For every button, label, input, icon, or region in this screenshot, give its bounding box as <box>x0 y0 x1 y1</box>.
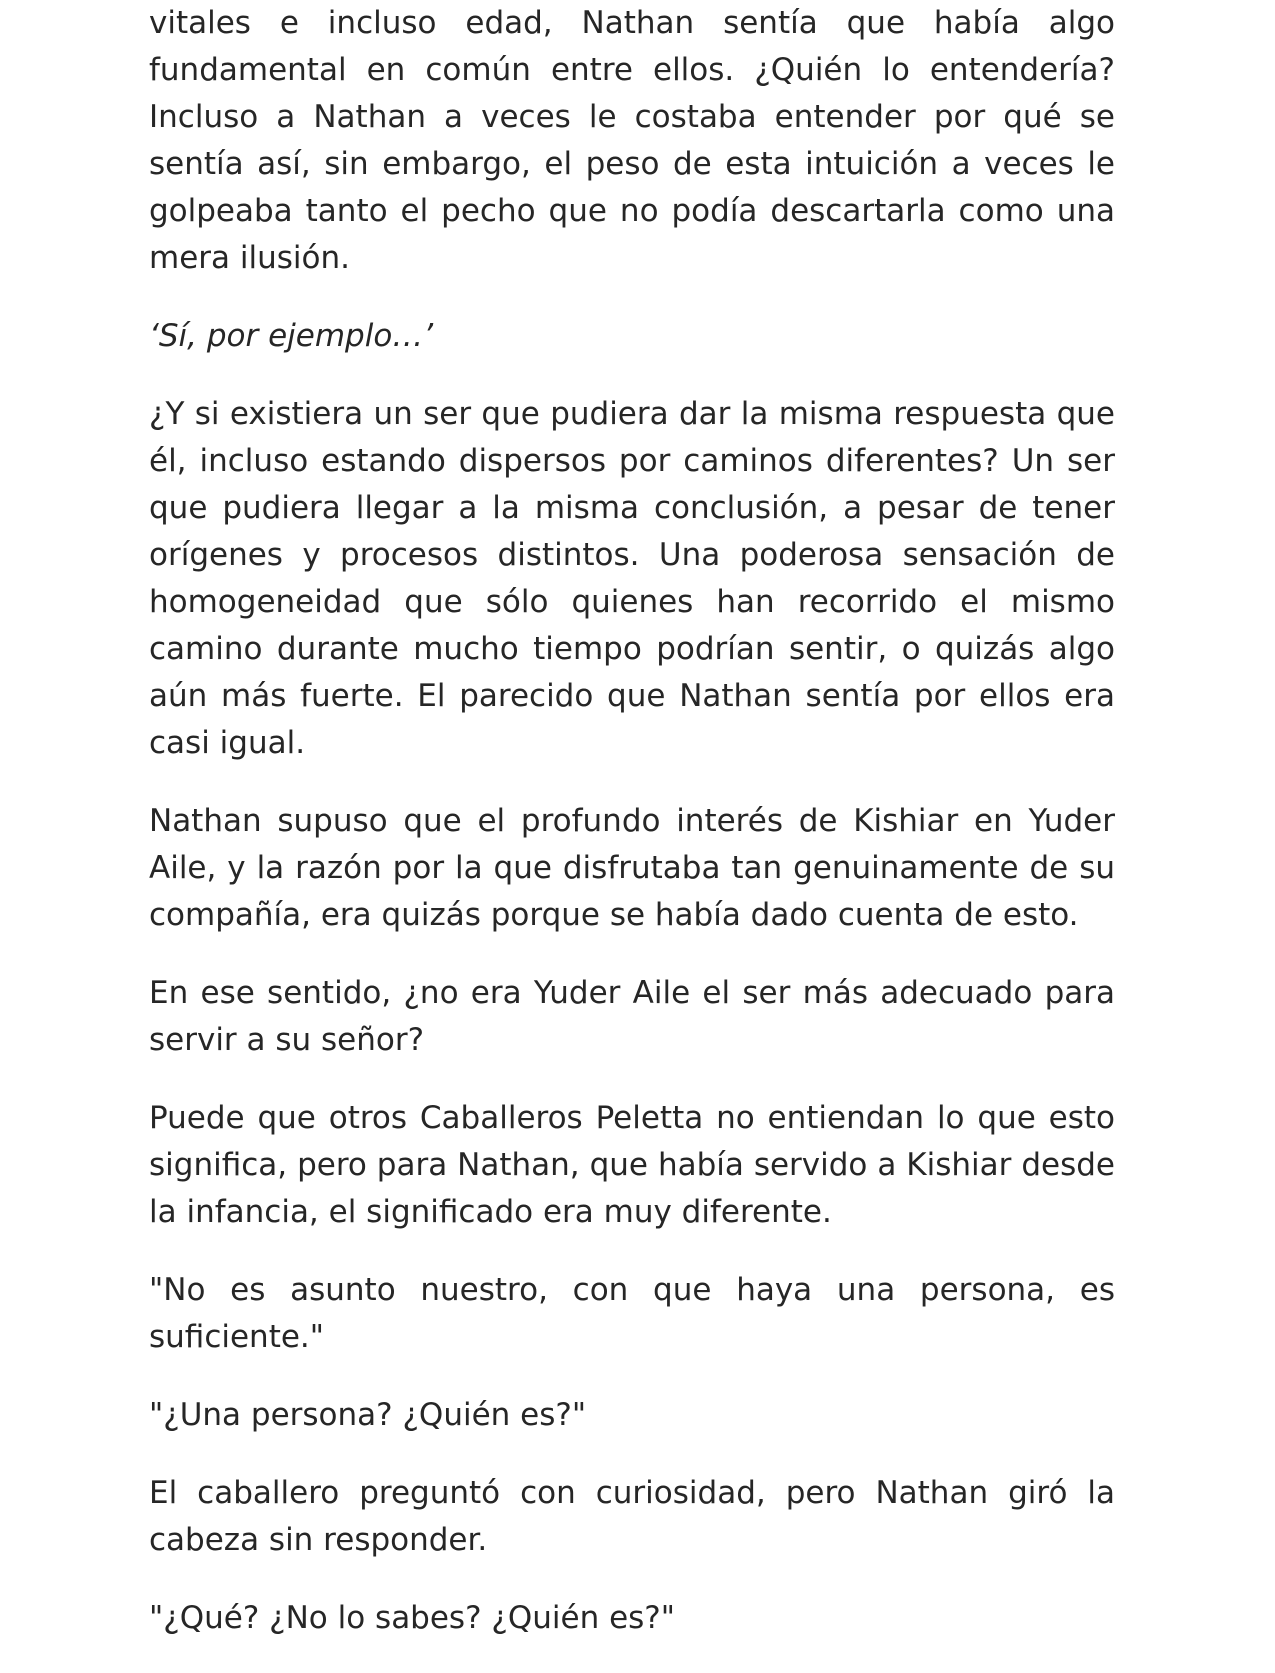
paragraph-2-thought: ‘Sí, por ejemplo…’ <box>149 318 434 354</box>
paragraph-3: ¿Y si existiera un ser que pudiera dar la misma respuesta que él, incluso estando dispersos por caminos diferentes? Un ser que pudiera llegar a la misma conclusión, a pesar de tener orígenes y procesos distintos. Una poderosa sensación de homogeneidad que sólo quienes han recorrido el mismo camino durante mucho tiempo podrían sentir, o quizás algo aún más fuerte. El parecido que Nathan sentía por ellos era casi igual. <box>149 396 1115 761</box>
paragraph-9: El caballero preguntó con curiosidad, pero Nathan giró la cabeza sin responder. <box>149 1475 1115 1558</box>
paragraph-8-dialogue: "¿Una persona? ¿Quién es?" <box>149 1397 587 1433</box>
paragraph-5: En ese sentido, ¿no era Yuder Aile el ser más adecuado para servir a su señor? <box>149 975 1115 1058</box>
paragraph-4: Nathan supuso que el profundo interés de Kishiar en Yuder Aile, y la razón por la que disfrutaba tan genuinamente de su compañía, era quizás porque se había dado cuenta de esto. <box>149 803 1115 933</box>
paragraph-7-dialogue: "No es asunto nuestro, con que haya una persona, es suficiente." <box>149 1272 1115 1355</box>
paragraph-10-dialogue: "¿Qué? ¿No lo sabes? ¿Quién es?" <box>149 1600 676 1636</box>
paragraph-6: Puede que otros Caballeros Peletta no entiendan lo que esto significa, pero para Nathan, que había servido a Kishiar desde la infancia, el significado era muy diferente. <box>149 1100 1115 1230</box>
paragraph-1: vitales e incluso edad, Nathan sentía que había algo fundamental en común entre ellos. ¿Quién lo entendería? Incluso a Nathan a veces le costaba entender por qué se sentía así, sin embargo, el peso de esta intuición a veces le golpeaba tanto el pecho que no podía descartarla como una mera ilusión. <box>149 5 1115 276</box>
document-body <box>149 0 1115 1673</box>
